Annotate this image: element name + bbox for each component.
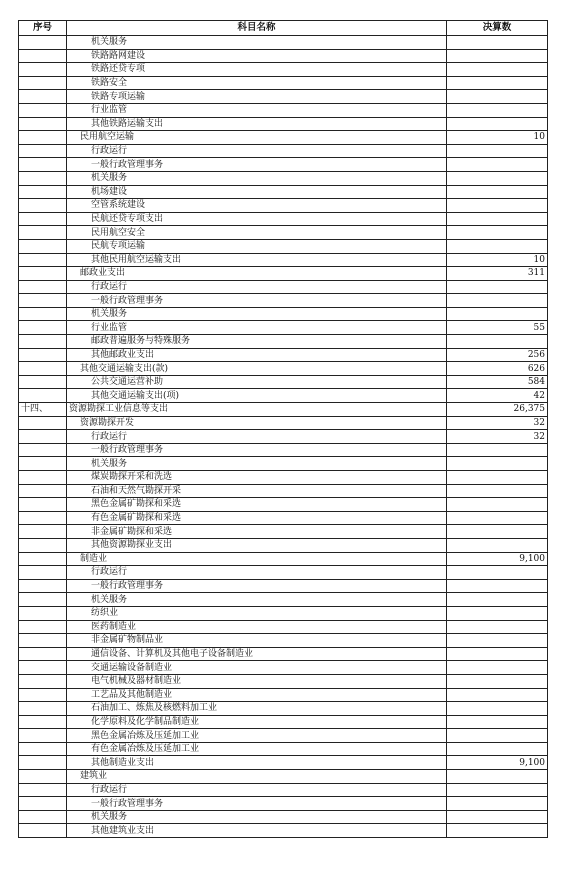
- table-row: [19, 647, 548, 661]
- row-amount: 55: [447, 321, 548, 335]
- table-row: [19, 661, 548, 675]
- table-row: [19, 471, 548, 485]
- table-row: [19, 267, 548, 281]
- row-subject-name: 邮政普遍服务与特殊服务: [67, 335, 447, 349]
- row-subject-name: 邮政业支出: [67, 267, 447, 281]
- row-seq: [19, 103, 67, 117]
- row-amount: [447, 90, 548, 104]
- row-amount: [447, 538, 548, 552]
- row-amount: [447, 484, 548, 498]
- row-subject-name: 有色金属矿勘探和采选: [67, 511, 447, 525]
- table-row: [19, 606, 548, 620]
- row-seq: [19, 49, 67, 63]
- row-subject-name: 煤炭勘探开采和洗选: [67, 471, 447, 485]
- row-amount: 32: [447, 416, 548, 430]
- table-row: [19, 375, 548, 389]
- row-seq: [19, 63, 67, 77]
- table-row: [19, 511, 548, 525]
- row-seq: [19, 742, 67, 756]
- row-subject-name: 其他制造业支出: [67, 756, 447, 770]
- row-subject-name: 一般行政管理事务: [67, 294, 447, 308]
- row-seq: [19, 810, 67, 824]
- row-amount: [447, 566, 548, 580]
- row-subject-name: 其他交通运输支出(款): [67, 362, 447, 376]
- row-subject-name: 民用航空运输: [67, 131, 447, 145]
- row-subject-name: 石油和天然气勘探开采: [67, 484, 447, 498]
- table-row: [19, 212, 548, 226]
- header-amount: 决算数: [447, 21, 548, 36]
- table-row: [19, 688, 548, 702]
- row-seq: [19, 90, 67, 104]
- row-subject-name: 其他铁路运输支出: [67, 117, 447, 131]
- row-seq: [19, 36, 67, 50]
- row-seq: [19, 634, 67, 648]
- table-row: [19, 770, 548, 784]
- row-seq: [19, 280, 67, 294]
- table-row: [19, 756, 548, 770]
- row-seq: [19, 294, 67, 308]
- table-row: [19, 824, 548, 838]
- row-subject-name: 制造业: [67, 552, 447, 566]
- row-seq: [19, 715, 67, 729]
- table-row: [19, 199, 548, 213]
- row-seq: [19, 688, 67, 702]
- table-row: [19, 226, 548, 240]
- row-subject-name: 其他民用航空运输支出: [67, 253, 447, 267]
- row-amount: [447, 810, 548, 824]
- row-amount: [447, 239, 548, 253]
- row-amount: [447, 824, 548, 838]
- table-row: [19, 171, 548, 185]
- row-seq: [19, 756, 67, 770]
- table-row: [19, 103, 548, 117]
- row-seq: [19, 430, 67, 444]
- row-seq: [19, 253, 67, 267]
- row-subject-name: 建筑业: [67, 770, 447, 784]
- row-subject-name: 一般行政管理事务: [67, 443, 447, 457]
- table-row: [19, 620, 548, 634]
- row-amount: 626: [447, 362, 548, 376]
- row-amount: 9,100: [447, 756, 548, 770]
- row-amount: [447, 117, 548, 131]
- row-amount: [447, 103, 548, 117]
- row-subject-name: 铁路专项运输: [67, 90, 447, 104]
- header-seq: 序号: [19, 21, 67, 36]
- table-row: [19, 280, 548, 294]
- row-amount: [447, 702, 548, 716]
- table-row: [19, 117, 548, 131]
- row-seq: [19, 606, 67, 620]
- row-subject-name: 黑色金属冶炼及压延加工业: [67, 729, 447, 743]
- row-amount: [447, 335, 548, 349]
- table-row: [19, 729, 548, 743]
- row-amount: [447, 593, 548, 607]
- row-subject-name: 黑色金属矿勘探和采选: [67, 498, 447, 512]
- header-name: 科目名称: [67, 21, 447, 36]
- row-subject-name: 一般行政管理事务: [67, 797, 447, 811]
- row-amount: [447, 579, 548, 593]
- row-amount: 256: [447, 348, 548, 362]
- row-subject-name: 电气机械及器材制造业: [67, 674, 447, 688]
- table-row: [19, 810, 548, 824]
- row-amount: [447, 783, 548, 797]
- row-seq: [19, 824, 67, 838]
- row-seq: [19, 307, 67, 321]
- table-header: [19, 21, 548, 36]
- row-seq: [19, 498, 67, 512]
- table-row: [19, 484, 548, 498]
- table-row: [19, 634, 548, 648]
- row-amount: [447, 688, 548, 702]
- table-row: [19, 525, 548, 539]
- budget-table: [18, 20, 548, 838]
- row-seq: [19, 593, 67, 607]
- row-subject-name: 行政运行: [67, 430, 447, 444]
- table-row: [19, 348, 548, 362]
- row-seq: 十四、: [19, 403, 67, 417]
- row-amount: [447, 457, 548, 471]
- row-seq: [19, 239, 67, 253]
- row-subject-name: 民用航空安全: [67, 226, 447, 240]
- row-amount: [447, 443, 548, 457]
- table-row: [19, 498, 548, 512]
- row-amount: [447, 158, 548, 172]
- row-seq: [19, 267, 67, 281]
- row-seq: [19, 647, 67, 661]
- row-seq: [19, 457, 67, 471]
- row-amount: [447, 471, 548, 485]
- row-seq: [19, 484, 67, 498]
- row-subject-name: 机关服务: [67, 593, 447, 607]
- row-amount: 9,100: [447, 552, 548, 566]
- row-subject-name: 民航专项运输: [67, 239, 447, 253]
- table-row: [19, 49, 548, 63]
- row-amount: [447, 185, 548, 199]
- row-seq: [19, 770, 67, 784]
- table-row: [19, 702, 548, 716]
- table-row: [19, 403, 548, 417]
- row-subject-name: 化学原料及化学制品制造业: [67, 715, 447, 729]
- row-subject-name: 机场建设: [67, 185, 447, 199]
- row-subject-name: 其他交通运输支出(项): [67, 389, 447, 403]
- row-seq: [19, 335, 67, 349]
- row-amount: [447, 76, 548, 90]
- row-subject-name: 行政运行: [67, 566, 447, 580]
- table-row: [19, 131, 548, 145]
- row-seq: [19, 511, 67, 525]
- table-row: [19, 674, 548, 688]
- row-amount: [447, 212, 548, 226]
- row-amount: [447, 511, 548, 525]
- row-seq: [19, 661, 67, 675]
- row-subject-name: 其他建筑业支出: [67, 824, 447, 838]
- row-amount: 42: [447, 389, 548, 403]
- row-subject-name: 一般行政管理事务: [67, 158, 447, 172]
- row-amount: [447, 634, 548, 648]
- row-seq: [19, 389, 67, 403]
- table-row: [19, 538, 548, 552]
- row-seq: [19, 226, 67, 240]
- table-body: [19, 36, 548, 838]
- row-seq: [19, 144, 67, 158]
- row-amount: [447, 729, 548, 743]
- table-row: [19, 144, 548, 158]
- row-amount: 311: [447, 267, 548, 281]
- table-row: [19, 416, 548, 430]
- table-row: [19, 362, 548, 376]
- table-row: [19, 63, 548, 77]
- row-amount: 32: [447, 430, 548, 444]
- table-row: [19, 742, 548, 756]
- table-row: [19, 76, 548, 90]
- row-subject-name: 非金属矿物制品业: [67, 634, 447, 648]
- table-row: [19, 239, 548, 253]
- row-subject-name: 公共交通运营补助: [67, 375, 447, 389]
- row-subject-name: 一般行政管理事务: [67, 579, 447, 593]
- row-seq: [19, 783, 67, 797]
- row-seq: [19, 552, 67, 566]
- row-seq: [19, 117, 67, 131]
- row-seq: [19, 158, 67, 172]
- row-seq: [19, 212, 67, 226]
- row-seq: [19, 362, 67, 376]
- table-row: [19, 321, 548, 335]
- row-seq: [19, 579, 67, 593]
- row-seq: [19, 674, 67, 688]
- row-subject-name: 医药制造业: [67, 620, 447, 634]
- row-amount: [447, 63, 548, 77]
- row-seq: [19, 131, 67, 145]
- row-seq: [19, 321, 67, 335]
- row-subject-name: 机关服务: [67, 810, 447, 824]
- table-row: [19, 552, 548, 566]
- row-subject-name: 工艺品及其他制造业: [67, 688, 447, 702]
- table-row: [19, 294, 548, 308]
- row-subject-name: 非金属矿勘探和采选: [67, 525, 447, 539]
- header-row: [19, 21, 548, 36]
- table-row: [19, 307, 548, 321]
- row-subject-name: 石油加工、炼焦及核燃料加工业: [67, 702, 447, 716]
- row-subject-name: 交通运输设备制造业: [67, 661, 447, 675]
- table-row: [19, 430, 548, 444]
- table-row: [19, 253, 548, 267]
- row-subject-name: 资源勘探开发: [67, 416, 447, 430]
- row-amount: [447, 199, 548, 213]
- row-amount: [447, 647, 548, 661]
- row-amount: [447, 36, 548, 50]
- row-subject-name: 有色金属冶炼及压延加工业: [67, 742, 447, 756]
- row-subject-name: 行业监管: [67, 103, 447, 117]
- row-seq: [19, 348, 67, 362]
- row-subject-name: 资源勘探工业信息等支出: [67, 403, 447, 417]
- row-subject-name: 民航还贷专项支出: [67, 212, 447, 226]
- row-subject-name: 行政运行: [67, 280, 447, 294]
- table-row: [19, 335, 548, 349]
- row-amount: 26,375: [447, 403, 548, 417]
- row-subject-name: 机关服务: [67, 457, 447, 471]
- row-seq: [19, 171, 67, 185]
- row-amount: [447, 661, 548, 675]
- row-seq: [19, 471, 67, 485]
- table-row: [19, 783, 548, 797]
- row-subject-name: 机关服务: [67, 36, 447, 50]
- row-seq: [19, 185, 67, 199]
- row-amount: 10: [447, 253, 548, 267]
- row-amount: 584: [447, 375, 548, 389]
- row-amount: [447, 171, 548, 185]
- table-row: [19, 185, 548, 199]
- row-seq: [19, 199, 67, 213]
- row-subject-name: 纺织业: [67, 606, 447, 620]
- row-amount: 10: [447, 131, 548, 145]
- row-seq: [19, 729, 67, 743]
- row-amount: [447, 620, 548, 634]
- row-amount: [447, 742, 548, 756]
- row-seq: [19, 525, 67, 539]
- row-amount: [447, 770, 548, 784]
- row-subject-name: 行业监管: [67, 321, 447, 335]
- row-amount: [447, 294, 548, 308]
- table-row: [19, 566, 548, 580]
- row-amount: [447, 498, 548, 512]
- row-subject-name: 行政运行: [67, 783, 447, 797]
- row-seq: [19, 702, 67, 716]
- row-amount: [447, 226, 548, 240]
- row-subject-name: 其他资源勘探业支出: [67, 538, 447, 552]
- row-amount: [447, 606, 548, 620]
- table-row: [19, 579, 548, 593]
- row-subject-name: 机关服务: [67, 171, 447, 185]
- row-amount: [447, 280, 548, 294]
- row-subject-name: 空管系统建设: [67, 199, 447, 213]
- table-row: [19, 36, 548, 50]
- table-row: [19, 715, 548, 729]
- row-subject-name: 铁路安全: [67, 76, 447, 90]
- row-subject-name: 通信设备、计算机及其他电子设备制造业: [67, 647, 447, 661]
- table-row: [19, 593, 548, 607]
- table-row: [19, 90, 548, 104]
- row-seq: [19, 76, 67, 90]
- row-seq: [19, 443, 67, 457]
- row-subject-name: 铁路路网建设: [67, 49, 447, 63]
- row-seq: [19, 538, 67, 552]
- row-amount: [447, 525, 548, 539]
- row-amount: [447, 307, 548, 321]
- row-amount: [447, 144, 548, 158]
- row-seq: [19, 620, 67, 634]
- row-seq: [19, 375, 67, 389]
- row-amount: [447, 49, 548, 63]
- row-subject-name: 铁路还贷专项: [67, 63, 447, 77]
- table-row: [19, 158, 548, 172]
- row-seq: [19, 566, 67, 580]
- row-subject-name: 机关服务: [67, 307, 447, 321]
- table-row: [19, 797, 548, 811]
- row-subject-name: 行政运行: [67, 144, 447, 158]
- row-seq: [19, 797, 67, 811]
- table-row: [19, 457, 548, 471]
- row-subject-name: 其他邮政业支出: [67, 348, 447, 362]
- table-row: [19, 443, 548, 457]
- row-seq: [19, 416, 67, 430]
- row-amount: [447, 674, 548, 688]
- row-amount: [447, 797, 548, 811]
- table-row: [19, 389, 548, 403]
- row-amount: [447, 715, 548, 729]
